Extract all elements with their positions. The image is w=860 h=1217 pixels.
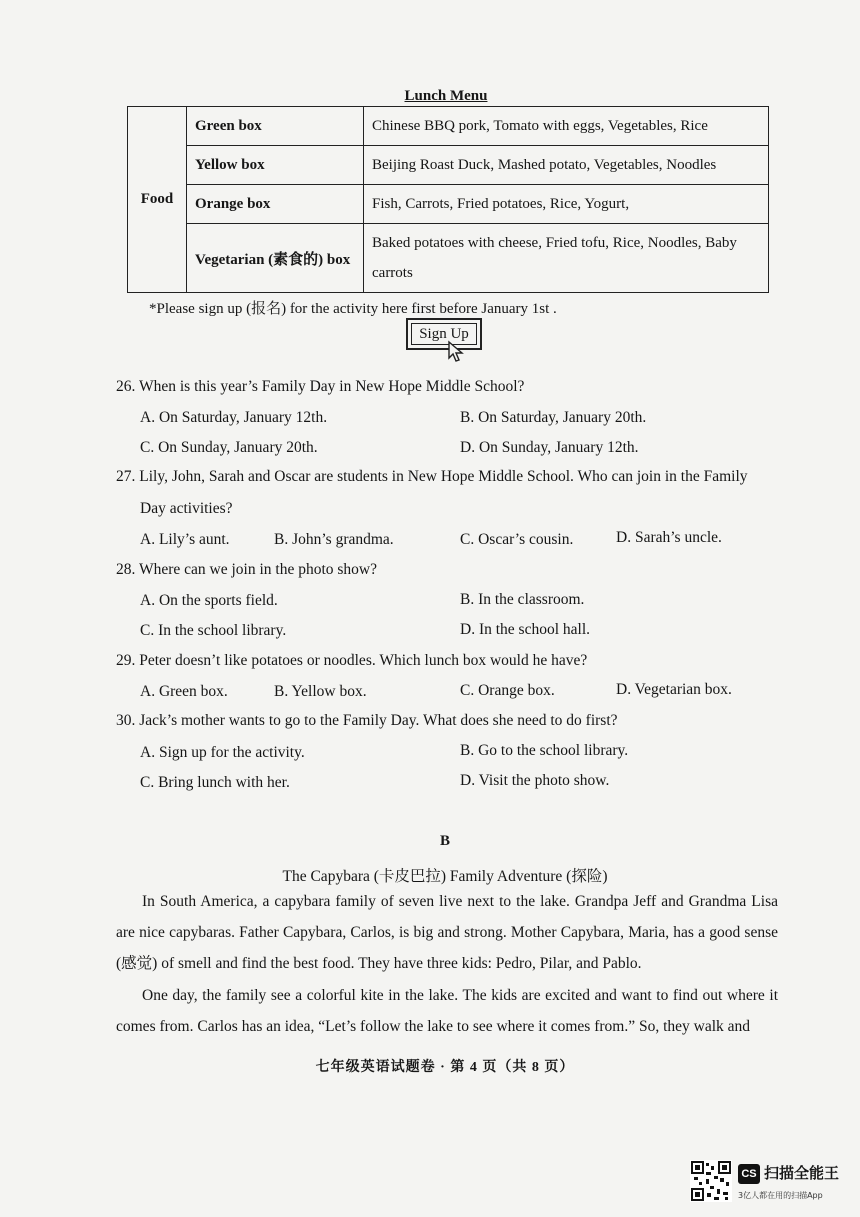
option: A. On the sports field.: [140, 592, 278, 609]
box-items: Chinese BBQ pork, Tomato with eggs, Vegetables, Rice: [364, 107, 769, 146]
option: A. On Saturday, January 12th.: [140, 409, 328, 426]
option: C. Oscar’s cousin.: [460, 531, 574, 548]
paragraph: One day, the family see a colorful kite in the lake. The kids are excited and want to find out where it comes from. Carlos has an idea, “Let’s follow the lake to see where it comes from.” So, they walk and: [116, 987, 778, 1035]
box-name: Orange box: [187, 185, 364, 224]
menu-title: Lunch Menu: [404, 88, 488, 104]
page-footer: 七年级英语试题卷 · 第 4 页（共 8 页）: [315, 1060, 575, 1075]
box-items: Fish, Carrots, Fried potatoes, Rice, Yogurt,: [364, 185, 769, 224]
option: B. In the classroom.: [460, 591, 585, 608]
signup-note: *Please sign up (报名) for the activity here first before January 1st .: [149, 301, 557, 317]
option: D. On Sunday, January 12th.: [460, 439, 639, 456]
scanner-app-tagline: 3亿人都在用的扫描App: [738, 1191, 823, 1200]
box-items: Baked potatoes with cheese, Fried tofu, Rice, Noodles, Baby carrots: [364, 224, 769, 293]
option: D. Visit the photo show.: [460, 772, 610, 789]
cursor-pointer-icon: [447, 340, 465, 364]
menu-row: [128, 224, 769, 293]
box-items: Beijing Roast Duck, Mashed potato, Vegetables, Noodles: [364, 146, 769, 185]
qr-code-icon: [690, 1160, 732, 1202]
question-26: 26. When is this year’s Family Day in New Hope Middle School?: [116, 378, 525, 395]
option: C. Bring lunch with her.: [140, 774, 290, 791]
option: C. Orange box.: [460, 682, 555, 699]
box-name: Vegetarian (素食的) box: [187, 224, 364, 293]
option: D. Sarah’s uncle.: [616, 529, 722, 546]
section-label: B: [439, 833, 450, 849]
option: C. On Sunday, January 20th.: [140, 439, 318, 456]
option: A. Green box.: [140, 683, 228, 700]
menu-row: [128, 146, 769, 185]
option: B. On Saturday, January 20th.: [460, 409, 647, 426]
sign-up-button[interactable]: [406, 318, 482, 350]
option: B. Go to the school library.: [460, 742, 629, 759]
option: B. John’s grandma.: [274, 531, 394, 548]
menu-row: [128, 107, 769, 146]
option: A. Sign up for the activity.: [140, 744, 305, 761]
paragraph: In South America, a capybara family of seven live next to the lake. Grandpa Jeff and Grandma Lisa are nice capybaras. Father Capybara, Carlos, is big and strong. Mother Capybara, Maria, has a good sense (感觉) of smell and find the best food. They have three kids: Pedro, Pilar, and Pablo.: [116, 893, 778, 972]
option: C. In the school library.: [140, 622, 287, 639]
option: A. Lily’s aunt.: [140, 531, 230, 548]
camscanner-logo: CS: [738, 1164, 760, 1184]
question-30: 30. Jack’s mother wants to go to the Family Day. What does she need to do first?: [116, 712, 618, 729]
lunch-menu-table: [127, 106, 769, 293]
box-name: Green box: [187, 107, 364, 146]
question-28: 28. Where can we join in the photo show?: [116, 561, 377, 578]
question-27: 27. Lily, John, Sarah and Oscar are students in New Hope Middle School. Who can join in the Family: [116, 468, 748, 485]
menu-category: Food: [128, 107, 187, 293]
option: D. In the school hall.: [460, 621, 591, 638]
option: B. Yellow box.: [274, 683, 367, 700]
question-29: 29. Peter doesn’t like potatoes or noodles. Which lunch box would he have?: [116, 652, 588, 669]
box-name: Yellow box: [187, 146, 364, 185]
question-27-continued: Day activities?: [140, 500, 233, 517]
menu-row: [128, 185, 769, 224]
story-title: The Capybara (卡皮巴拉) Family Adventure (探险): [282, 868, 608, 885]
scanner-app-name: 扫描全能王: [764, 1164, 840, 1182]
option: D. Vegetarian box.: [616, 681, 732, 698]
sign-up-button-label: Sign Up: [411, 323, 477, 345]
